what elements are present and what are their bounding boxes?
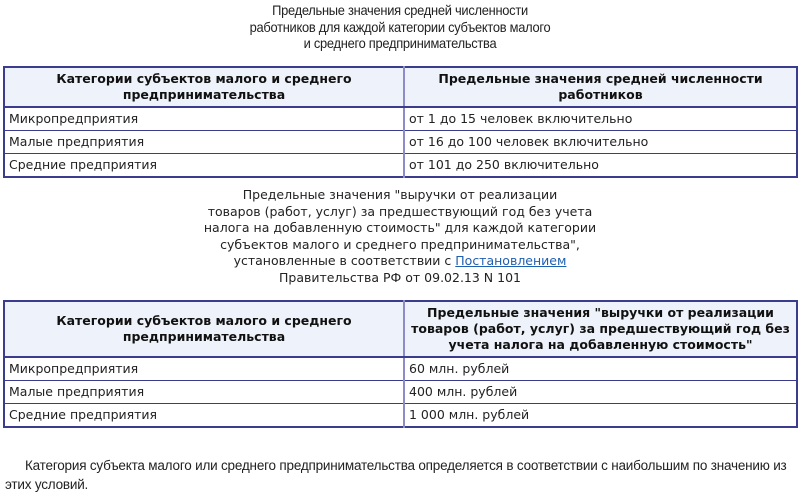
limit-cell: от 101 до 250 включительно	[404, 154, 797, 178]
revenue-limits-table	[3, 300, 798, 428]
column-header-employee-limit: Предельные значения средней численности работников	[404, 67, 797, 107]
column-header-revenue-limit: Предельные значения "выручки от реализации товаров (работ, услуг) за предшествующий год без учета налога на добавленную стоимость"	[404, 301, 797, 357]
caption-line: Предельные значения средней численности	[272, 2, 528, 18]
employee-limits-caption	[32, 2, 768, 52]
resolution-link[interactable]: Постановлением	[455, 253, 567, 268]
revenue-limits-caption	[0, 187, 800, 286]
column-header-category: Категории субъектов малого и среднего предпринимательства	[4, 301, 404, 357]
category-cell: Микропредприятия	[4, 107, 404, 131]
caption-line	[0, 253, 800, 270]
column-header-category: Категории субъектов малого и среднего предпринимательства	[4, 67, 404, 107]
caption-line: товаров (работ, услуг) за предшествующий год без учета	[207, 203, 593, 219]
employee-limits-table	[3, 66, 798, 178]
caption-line: субъектов малого и среднего предпринимательства",	[220, 236, 580, 252]
limit-cell: 60 млн. рублей	[404, 357, 797, 381]
table-row	[4, 404, 797, 428]
table-row	[4, 107, 797, 131]
category-cell: Средние предприятия	[4, 404, 404, 428]
table-row	[4, 131, 797, 154]
category-cell: Малые предприятия	[4, 381, 404, 404]
caption-line: Правительства РФ от 09.02.13 N 101	[279, 269, 521, 285]
limit-cell: от 16 до 100 человек включительно	[404, 131, 797, 154]
footer-note: Категория субъекта малого или среднего предпринимательства определяется в соответствии с наибольшим по значению из этих условий.	[5, 457, 787, 492]
table-header-row	[4, 67, 797, 107]
category-cell: Микропредприятия	[4, 357, 404, 381]
caption-line: и среднего предпринимательства	[303, 35, 497, 51]
limit-cell: 400 млн. рублей	[404, 381, 797, 404]
caption-line: работников для каждой категории субъектов малого	[249, 18, 551, 35]
category-cell: Малые предприятия	[4, 131, 404, 154]
category-cell: Средние предприятия	[4, 154, 404, 178]
table-row	[4, 154, 797, 178]
table-row	[4, 357, 797, 381]
caption-line: Предельные значения "выручки от реализации	[242, 187, 558, 202]
caption-text: установленные в соответствии с	[233, 253, 456, 268]
table-row	[4, 381, 797, 404]
limit-cell: 1 000 млн. рублей	[404, 404, 797, 428]
caption-line: налога на добавленную стоимость" для каждой категории	[203, 220, 597, 235]
table-header-row	[4, 301, 797, 357]
limit-cell: от 1 до 15 человек включительно	[404, 107, 797, 131]
